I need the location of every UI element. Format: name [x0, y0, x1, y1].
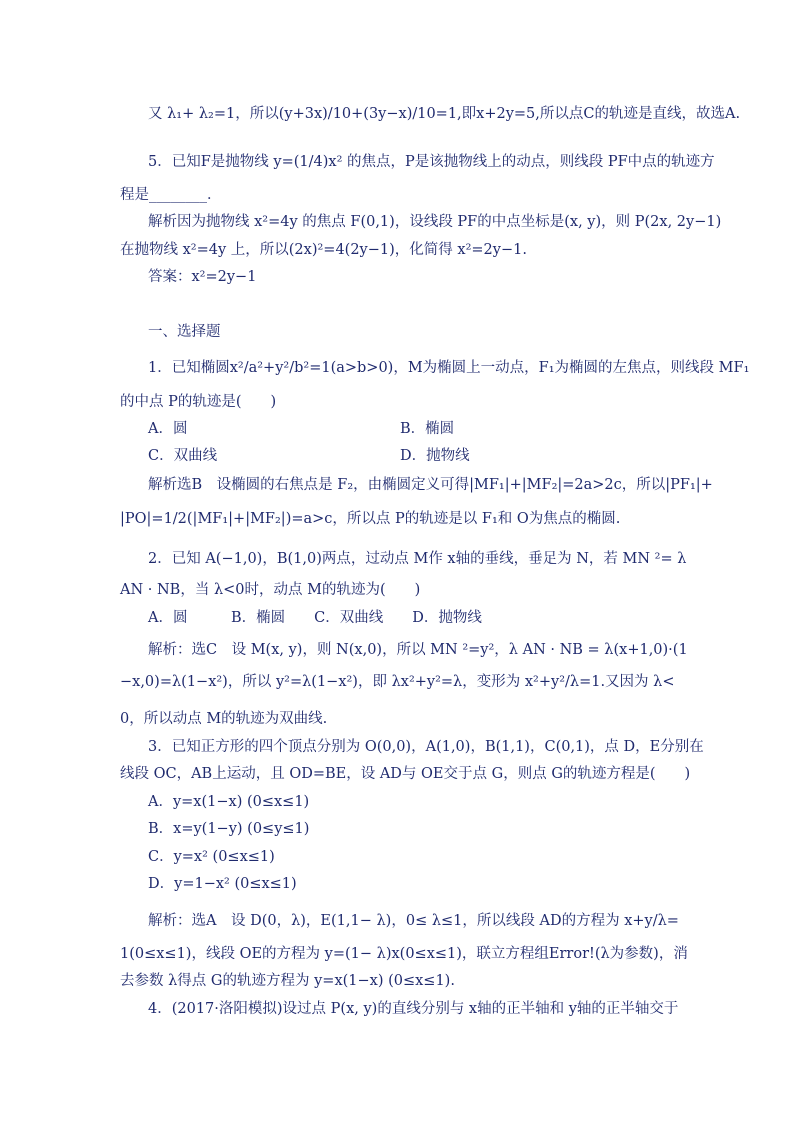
solution-line: 0，所以动点 M的轨迹为双曲线.: [120, 711, 328, 727]
solution-line: −x,0)=λ(1−x²)，所以 y²=λ(1−x²)，即 λx²+y²=λ，变形为 x²+y²/λ=1.又因为 λ<: [120, 674, 675, 690]
option-c: C．y=x² (0≤x≤1): [148, 849, 275, 865]
question-5-blank: 程是________．: [120, 187, 222, 203]
solution-line: 解析：选A 设 D(0，λ)，E(1,1− λ)，0≤ λ≤1，所以线段 AD的方程为 x+y/λ=: [148, 913, 679, 929]
question-1-stem: 1．已知椭圆x²/a²+y²/b²=1(a>b>0)，M为椭圆上一动点，F₁为椭圆的左焦点，则线段 MF₁: [148, 360, 750, 376]
option-d: D．y=1−x² (0≤x≤1): [148, 876, 297, 892]
solution-line: 去参数 λ得点 G的轨迹方程为 y=x(1−x) (0≤x≤1).: [120, 973, 455, 989]
section-heading: 一、选择题: [148, 324, 221, 340]
solution-line: 解析选B 设椭圆的右焦点是 F₂，由椭圆定义可得|MF₁|+|MF₂|=2a>2c，所以|PF₁|+: [148, 477, 713, 493]
solution-line: |PO|=1/2(|MF₁|+|MF₂|)=a>c，所以点 P的轨迹是以 F₁和 O为焦点的椭圆.: [120, 511, 621, 527]
option-a: A．圆: [148, 421, 188, 437]
question-2-stem: AN · NB，当 λ<0时，动点 M的轨迹为( ): [120, 582, 421, 598]
question-4-stem: 4．(2017·洛阳模拟)设过点 P(x, y)的直线分别与 x轴的正半轴和 y轴的正半轴交于: [148, 1001, 679, 1017]
solution-line: 在抛物线 x²=4y 上，所以(2x)²=4(2y−1)，化简得 x²=2y−1.: [120, 242, 527, 258]
option-a: A．y=x(1−x) (0≤x≤1): [148, 794, 310, 810]
option-c: C．双曲线: [148, 448, 218, 464]
question-3-stem: 3．已知正方形的四个顶点分别为 O(0,0)，A(1,0)，B(1,1)，C(0,1)，点 D，E分别在: [148, 739, 704, 755]
solution-line: 解析因为抛物线 x²=4y 的焦点 F(0,1)，设线段 PF的中点坐标是(x, y)，则 P(2x, 2y−1): [148, 214, 722, 230]
question-5-stem: 5．已知F是抛物线 y=(1/4)x² 的焦点，P是该抛物线上的动点，则线段 PF中点的轨迹方: [148, 154, 715, 170]
solution-line: 解析：选C 设 M(x, y)，则 N(x,0)，所以 MN ²=y²，λ AN · NB = λ(x+1,0)·(1: [148, 642, 688, 658]
question-2-stem: 2．已知 A(−1,0)，B(1,0)两点，过动点 M作 x轴的垂线，垂足为 N，若 MN ²= λ: [148, 551, 687, 567]
question-1-stem: 的中点 P的轨迹是( ): [120, 394, 277, 410]
question-2-options: A．圆 B．椭圆 C．双曲线 D．抛物线: [148, 610, 482, 626]
answer-line: 答案：x²=2y−1: [148, 269, 257, 285]
solution-line: 1(0≤x≤1)，线段 OE的方程为 y=(1− λ)x(0≤x≤1)，联立方程组Error!(λ为参数)，消: [120, 946, 688, 962]
text-line: 又 λ₁+ λ₂=1，所以(y+3x)/10+(3y−x)/10=1,即x+2y=5,所以点C的轨迹是直线，故选A.: [148, 106, 741, 122]
option-b: B．x=y(1−y) (0≤y≤1): [148, 821, 310, 837]
option-b: B．椭圆: [400, 421, 455, 437]
question-3-stem: 线段 OC，AB上运动，且 OD=BE，设 AD与 OE交于点 G，则点 G的轨迹方程是( ): [120, 766, 691, 782]
option-d: D．抛物线: [400, 448, 470, 464]
